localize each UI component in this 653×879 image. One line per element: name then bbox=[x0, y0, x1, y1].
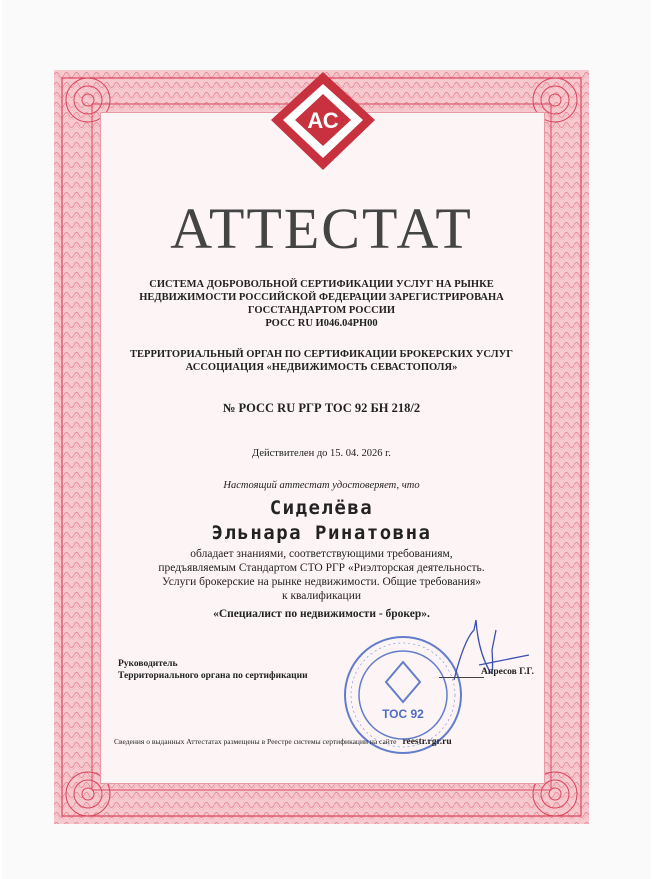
body-line: обладает знаниями, соответствующими требованиям, bbox=[190, 548, 453, 560]
head-label bbox=[118, 658, 308, 682]
document-page bbox=[2, 0, 651, 879]
logo-letters: АС bbox=[307, 108, 339, 133]
signature bbox=[434, 610, 534, 700]
certifies-statement: Настоящий аттестат удостоверяет, что bbox=[223, 480, 420, 491]
head-label-line: Территориального органа по сертификации bbox=[118, 671, 308, 681]
valid-until: Действителен до 15. 04. 2026 г. bbox=[252, 448, 391, 459]
body-line: Услуги брокерские на рынке недвижимости. Общие требования» bbox=[162, 576, 481, 588]
system-line: СИСТЕМА ДОБРОВОЛЬНОЙ СЕРТИФИКАЦИИ УСЛУГ НА РЫНКЕ bbox=[149, 279, 494, 290]
registration-number: № РОСС RU РГР ТОС 92 БН 218/2 bbox=[222, 401, 421, 415]
system-text bbox=[54, 278, 589, 330]
qualification: «Специалист по недвижимости - брокер». bbox=[213, 608, 430, 620]
stamp-label: ТОС 92 bbox=[382, 707, 424, 721]
certificate-title: АТТЕСТАТ bbox=[170, 196, 473, 261]
system-line: ГОССТАНДАРТОМ РОССИИ bbox=[247, 305, 396, 316]
holder-surname: Сиделёва bbox=[269, 497, 374, 519]
system-line: НЕДВИЖИМОСТИ РОССИЙСКОЙ ФЕДЕРАЦИИ ЗАРЕГИСТРИРОВАНА bbox=[139, 292, 504, 303]
territorial-line: АССОЦИАЦИЯ «НЕДВИЖИМОСТЬ СЕВАСТОПОЛЯ» bbox=[185, 362, 458, 373]
footer-text: Сведения о выданных Аттестатах размещены в Реестре системы сертификации на сайте bbox=[114, 737, 397, 746]
asc-logo bbox=[269, 70, 377, 172]
body-line: предъявляемым Стандартом СТО РГР «Риэлторская деятельность. bbox=[158, 562, 485, 574]
holder-given-names: Эльнара Ринатовна bbox=[211, 522, 432, 544]
footer-note bbox=[114, 737, 544, 747]
territorial-line: ТЕРРИТОРИАЛЬНЫЙ ОРГАН ПО СЕРТИФИКАЦИИ БРОКЕРСКИХ УСЛУГ bbox=[130, 349, 513, 360]
system-line: РОСС RU И046.04РН00 bbox=[265, 318, 378, 329]
signature-line bbox=[439, 677, 484, 678]
body-line: к квалификации bbox=[281, 590, 361, 602]
head-label-line: Руководитель bbox=[118, 659, 178, 669]
footer-site-link[interactable]: reestr.rgr.ru bbox=[402, 737, 452, 747]
signer-name: Апресов Г.Г. bbox=[481, 667, 534, 677]
certificate bbox=[54, 70, 589, 824]
certificate-body bbox=[54, 547, 589, 603]
territorial-text bbox=[54, 348, 589, 374]
